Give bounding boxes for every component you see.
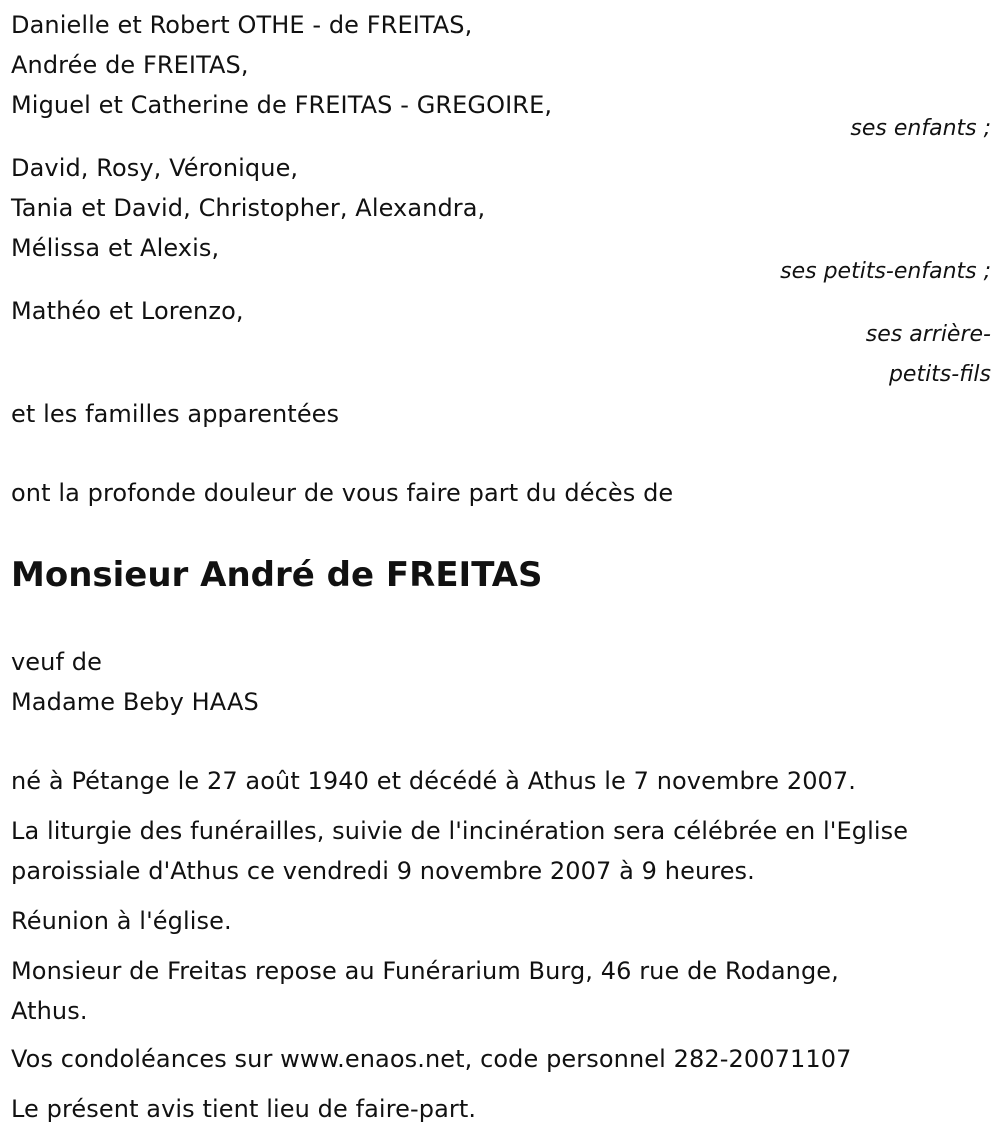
birth-death-line: né à Pétange le 27 août 1940 et décédé à Athus le 7 novembre 2007. (11, 767, 857, 795)
meeting-line: Réunion à l'église. (11, 907, 232, 935)
liturgy-line1: La liturgie des funérailles, suivie de l'incinération sera célébrée en l'Eglise (11, 817, 909, 845)
great-grandchild-name-line: Mathéo et Lorenzo, (11, 297, 244, 325)
widower-line2: Madame Beby HAAS (11, 688, 259, 716)
great-grandchildren-label-line1: ses arrière- (865, 322, 991, 347)
rest-line2: Athus. (11, 997, 88, 1025)
grandchild-name-line: Tania et David, Christopher, Alexandra, (11, 194, 486, 222)
child-name-line: Danielle et Robert OTHE - de FREITAS, (11, 11, 473, 39)
children-label: ses enfants ; (850, 116, 991, 141)
announcement-line: ont la profonde douleur de vous faire part du décès de (11, 479, 674, 507)
condolences-line: Vos condoléances sur www.enaos.net, code personnel 282-20071107 (11, 1045, 852, 1073)
rest-line1: Monsieur de Freitas repose au Funérarium Burg, 46 rue de Rodange, (11, 957, 839, 985)
grandchild-name-line: Mélissa et Alexis, (11, 234, 220, 262)
deceased-name: Monsieur André de FREITAS (11, 555, 543, 595)
child-name-line: Miguel et Catherine de FREITAS - GREGOIRE, (11, 91, 553, 119)
widower-line1: veuf de (11, 648, 102, 676)
great-grandchildren-label-line2: petits-fils (888, 362, 991, 387)
grandchildren-label: ses petits-enfants ; (780, 259, 991, 284)
families-line: et les familles apparentées (11, 400, 340, 428)
notice-line: Le présent avis tient lieu de faire-part. (11, 1095, 477, 1123)
child-name-line: Andrée de FREITAS, (11, 51, 249, 79)
grandchild-name-line: David, Rosy, Véronique, (11, 154, 299, 182)
liturgy-line2: paroissiale d'Athus ce vendredi 9 novembre 2007 à 9 heures. (11, 857, 755, 885)
